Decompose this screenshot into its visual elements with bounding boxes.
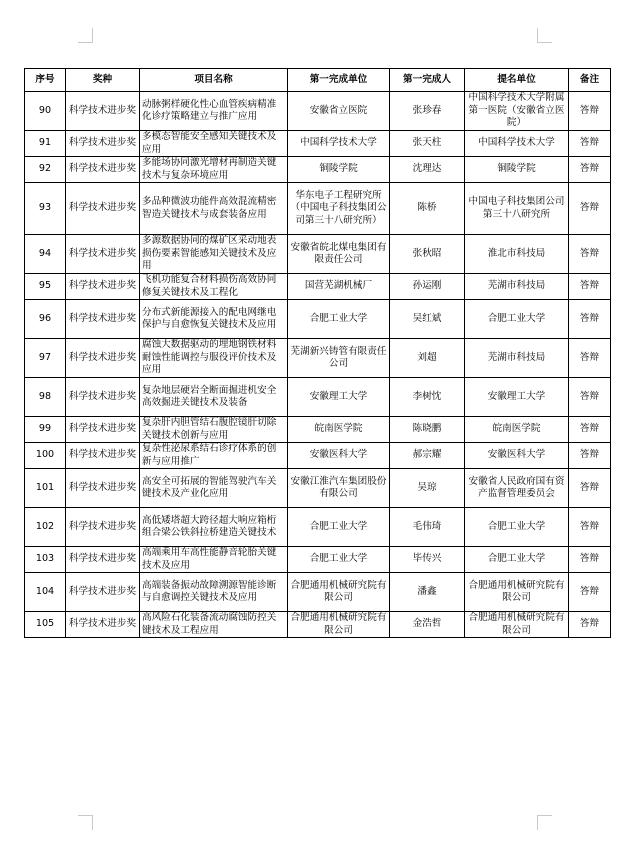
cell-person: 吴红斌 — [390, 300, 465, 339]
cell-award: 科学技术进步奖 — [66, 378, 140, 417]
cell-index: 90 — [25, 92, 66, 131]
cell-award: 科学技术进步奖 — [66, 274, 140, 300]
cell-index: 96 — [25, 300, 66, 339]
table-row — [25, 508, 611, 547]
awards-table — [24, 68, 611, 638]
header-index: 序号 — [25, 69, 66, 92]
cell-note: 答辩 — [569, 157, 611, 183]
cell-nominator: 安徽理工大学 — [465, 378, 569, 417]
cell-project: 飞机功能复合材料损伤高效协同修复关键技术及工程化 — [140, 274, 288, 300]
cell-note: 答辩 — [569, 443, 611, 469]
cell-nominator: 中国科学技术大学 — [465, 131, 569, 157]
table-header-row — [25, 69, 611, 92]
cell-note: 答辩 — [569, 183, 611, 235]
cell-project: 多源数据协同的煤矿区采动地表损伤要素智能感知关键技术及应用 — [140, 235, 288, 274]
table-row — [25, 183, 611, 235]
cell-project: 高风险石化装备流动腐蚀防控关键技术及工程应用 — [140, 612, 288, 638]
cell-unit: 安徽江淮汽车集团股份有限公司 — [288, 469, 390, 508]
crop-mark-bottom-right — [537, 815, 552, 830]
cell-note: 答辩 — [569, 547, 611, 573]
cell-unit: 芜湖新兴铸管有限责任公司 — [288, 339, 390, 378]
cell-index: 105 — [25, 612, 66, 638]
cell-nominator: 安徽省人民政府国有资产监督管理委员会 — [465, 469, 569, 508]
header-nominator: 提名单位 — [465, 69, 569, 92]
cell-index: 100 — [25, 443, 66, 469]
cell-project: 复杂肝内胆管结石腹腔镜肝切除关键技术创新与应用 — [140, 417, 288, 443]
cell-person: 孙运刚 — [390, 274, 465, 300]
cell-award: 科学技术进步奖 — [66, 417, 140, 443]
cell-index: 95 — [25, 274, 66, 300]
cell-note: 答辩 — [569, 612, 611, 638]
cell-nominator: 芜湖市科技局 — [465, 274, 569, 300]
cell-unit: 安徽省皖北煤电集团有限责任公司 — [288, 235, 390, 274]
header-project: 项目名称 — [140, 69, 288, 92]
cell-award: 科学技术进步奖 — [66, 92, 140, 131]
cell-award: 科学技术进步奖 — [66, 300, 140, 339]
cell-nominator: 合肥工业大学 — [465, 300, 569, 339]
cell-award: 科学技术进步奖 — [66, 573, 140, 612]
table-row — [25, 274, 611, 300]
cell-project: 高端乘用车高性能静音轮胎关键技术及应用 — [140, 547, 288, 573]
crop-mark-bottom-left — [78, 815, 93, 830]
cell-nominator: 安徽医科大学 — [465, 443, 569, 469]
cell-person: 毛伟琦 — [390, 508, 465, 547]
cell-award: 科学技术进步奖 — [66, 547, 140, 573]
cell-nominator: 中国电子科技集团公司第三十八研究所 — [465, 183, 569, 235]
cell-award: 科学技术进步奖 — [66, 131, 140, 157]
cell-award: 科学技术进步奖 — [66, 612, 140, 638]
cell-index: 103 — [25, 547, 66, 573]
cell-note: 答辩 — [569, 339, 611, 378]
cell-project: 复杂性泌尿系结石诊疗体系的创新与应用推广 — [140, 443, 288, 469]
cell-award: 科学技术进步奖 — [66, 508, 140, 547]
cell-project: 多品种微波功能件高效混流精密智造关键技术与成套装备应用 — [140, 183, 288, 235]
cell-nominator: 合肥工业大学 — [465, 547, 569, 573]
table-body — [25, 92, 611, 638]
cell-note: 答辩 — [569, 508, 611, 547]
cell-nominator: 合肥工业大学 — [465, 508, 569, 547]
cell-project: 分布式新能源接入的配电网继电保护与自愈恢复关键技术及应用 — [140, 300, 288, 339]
cell-person: 沈理达 — [390, 157, 465, 183]
cell-person: 陈晓鹏 — [390, 417, 465, 443]
table-row — [25, 92, 611, 131]
cell-index: 93 — [25, 183, 66, 235]
cell-person: 金浩哲 — [390, 612, 465, 638]
cell-unit: 合肥通用机械研究院有限公司 — [288, 573, 390, 612]
cell-note: 答辩 — [569, 131, 611, 157]
header-person: 第一完成人 — [390, 69, 465, 92]
header-award: 奖种 — [66, 69, 140, 92]
cell-nominator: 皖南医学院 — [465, 417, 569, 443]
cell-unit: 国营芜湖机械厂 — [288, 274, 390, 300]
table-row — [25, 235, 611, 274]
cell-unit: 安徽省立医院 — [288, 92, 390, 131]
cell-project: 高低矮塔超大跨径超大响应箱桁组合梁公铁斜拉桥建造关键技术 — [140, 508, 288, 547]
table-row — [25, 378, 611, 417]
cell-nominator: 铜陵学院 — [465, 157, 569, 183]
cell-index: 97 — [25, 339, 66, 378]
cell-project: 多模态智能安全感知关键技术及应用 — [140, 131, 288, 157]
table-row — [25, 131, 611, 157]
crop-mark-top-left — [78, 28, 93, 43]
cell-award: 科学技术进步奖 — [66, 183, 140, 235]
cell-unit: 皖南医学院 — [288, 417, 390, 443]
cell-index: 91 — [25, 131, 66, 157]
cell-person: 陈桥 — [390, 183, 465, 235]
cell-unit: 安徽医科大学 — [288, 443, 390, 469]
table-row — [25, 417, 611, 443]
cell-person: 潘鑫 — [390, 573, 465, 612]
cell-note: 答辩 — [569, 573, 611, 612]
cell-project: 动脉粥样硬化性心血管疾病精准化诊疗策略建立与推广应用 — [140, 92, 288, 131]
cell-index: 104 — [25, 573, 66, 612]
cell-person: 毕传兴 — [390, 547, 465, 573]
cell-person: 张珍春 — [390, 92, 465, 131]
cell-person: 刘超 — [390, 339, 465, 378]
header-note: 备注 — [569, 69, 611, 92]
cell-award: 科学技术进步奖 — [66, 157, 140, 183]
cell-award: 科学技术进步奖 — [66, 469, 140, 508]
cell-unit: 华东电子工程研究所（中国电子科技集团公司第三十八研究所） — [288, 183, 390, 235]
cell-person: 张秋昭 — [390, 235, 465, 274]
cell-person: 郝宗耀 — [390, 443, 465, 469]
cell-index: 92 — [25, 157, 66, 183]
cell-index: 98 — [25, 378, 66, 417]
table-row — [25, 300, 611, 339]
cell-nominator: 合肥通用机械研究院有限公司 — [465, 573, 569, 612]
table-row — [25, 157, 611, 183]
cell-project: 高安全可拓展的智能驾驶汽车关键技术及产业化应用 — [140, 469, 288, 508]
table-row — [25, 443, 611, 469]
cell-unit: 合肥工业大学 — [288, 508, 390, 547]
cell-project: 多能场协同激光增材再制造关键技术与复杂环境应用 — [140, 157, 288, 183]
cell-nominator: 中国科学技术大学附属第一医院（安徽省立医院） — [465, 92, 569, 131]
cell-unit: 铜陵学院 — [288, 157, 390, 183]
cell-note: 答辩 — [569, 469, 611, 508]
cell-nominator: 芜湖市科技局 — [465, 339, 569, 378]
cell-note: 答辩 — [569, 92, 611, 131]
table-row — [25, 573, 611, 612]
cell-nominator: 淮北市科技局 — [465, 235, 569, 274]
cell-index: 99 — [25, 417, 66, 443]
cell-note: 答辩 — [569, 274, 611, 300]
table-row — [25, 469, 611, 508]
cell-project: 腐蚀大数据驱动的埋地钢铁材料耐蚀性能调控与服役评价技术及应用 — [140, 339, 288, 378]
cell-unit: 安徽理工大学 — [288, 378, 390, 417]
cell-note: 答辩 — [569, 300, 611, 339]
cell-person: 张天柱 — [390, 131, 465, 157]
cell-note: 答辩 — [569, 417, 611, 443]
cell-award: 科学技术进步奖 — [66, 235, 140, 274]
cell-index: 102 — [25, 508, 66, 547]
cell-project: 复杂地层硬岩全断面掘进机安全高效掘进关键技术及装备 — [140, 378, 288, 417]
cell-unit: 合肥工业大学 — [288, 547, 390, 573]
cell-index: 94 — [25, 235, 66, 274]
cell-project: 高端装备振动故障溯源智能诊断与自愈调控关键技术及应用 — [140, 573, 288, 612]
cell-unit: 合肥工业大学 — [288, 300, 390, 339]
cell-nominator: 合肥通用机械研究院有限公司 — [465, 612, 569, 638]
table-row — [25, 612, 611, 638]
crop-mark-top-right — [537, 28, 552, 43]
cell-award: 科学技术进步奖 — [66, 339, 140, 378]
cell-person: 李树忱 — [390, 378, 465, 417]
cell-unit: 中国科学技术大学 — [288, 131, 390, 157]
cell-note: 答辩 — [569, 378, 611, 417]
header-unit: 第一完成单位 — [288, 69, 390, 92]
cell-award: 科学技术进步奖 — [66, 443, 140, 469]
cell-unit: 合肥通用机械研究院有限公司 — [288, 612, 390, 638]
cell-note: 答辩 — [569, 235, 611, 274]
table-row — [25, 339, 611, 378]
table-row — [25, 547, 611, 573]
cell-person: 吴琼 — [390, 469, 465, 508]
cell-index: 101 — [25, 469, 66, 508]
